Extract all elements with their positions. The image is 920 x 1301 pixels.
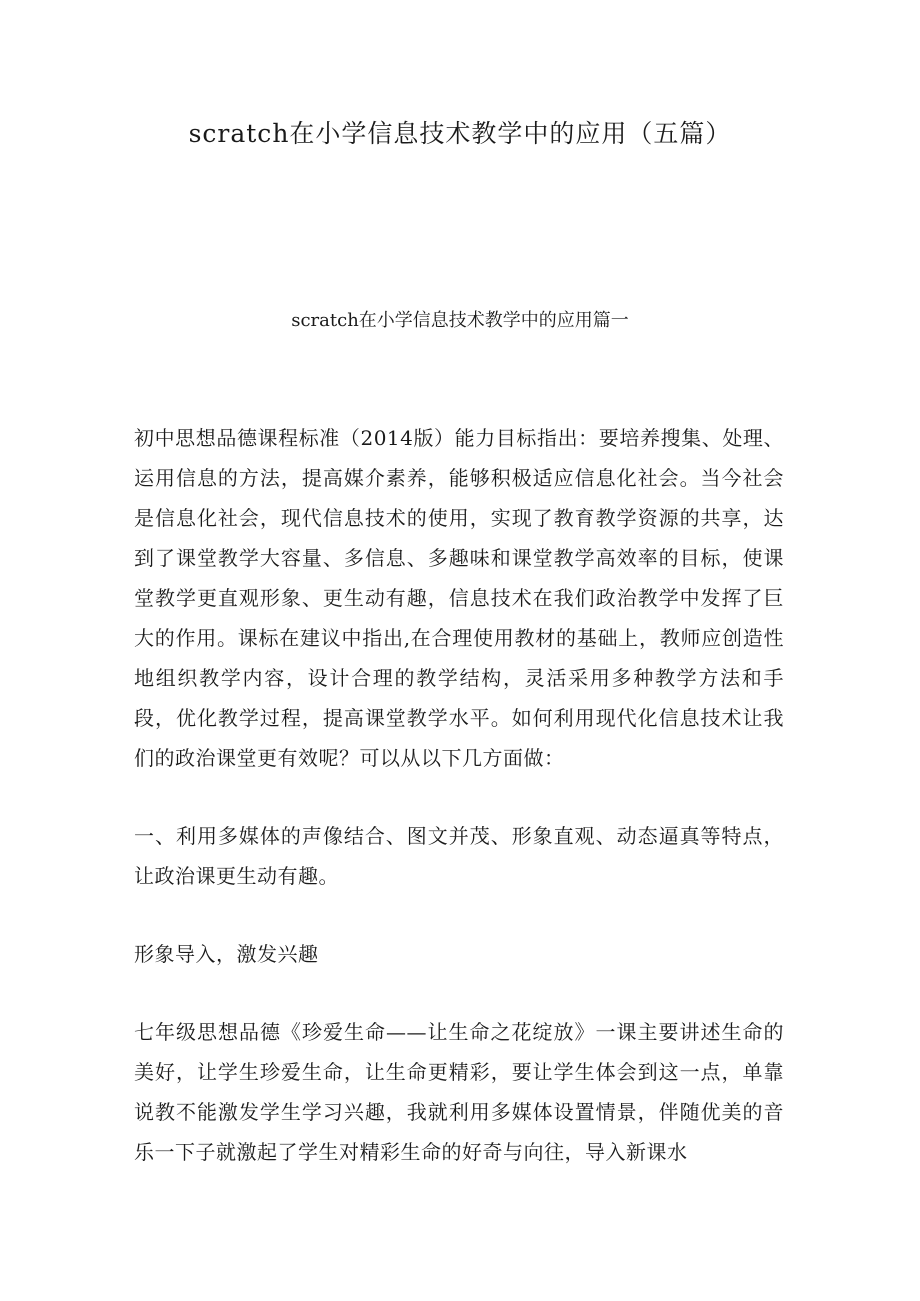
paragraph-intro: 初中思想品德课程标准（2014版）能力目标指出：要培养搜集、处理、运用信息的方法，提高媒介素养，能够积极适应信息化社会。当今社会是信息化社会，现代信息技术的使用，实现了教育教学资源的共享，达到了课堂教学大容量、多信息、多趣味和课堂教学高效率的目标，使课堂教学更直观形象、更生动有趣，信息技术在我们政治教学中发挥了巨大的作用。课标在建议中指出,在合理使用教材的基础上，教师应创造性地组织教学内容，设计合理的教学结构，灵活采用多种教学方法和手段，优化教学过程，提高课堂教学水平。如何利用现代化信息技术让我们的政治课堂更有效呢？可以从以下几方面做： xyxy=(134,426,784,770)
document-body xyxy=(134,418,784,1172)
section-title: scratch在小学信息技术教学中的应用篇一 xyxy=(291,310,629,331)
paragraph-point-one: 一、利用多媒体的声像结合、图文并茂、形象直观、动态逼真等特点，让政治课更生动有趣。 xyxy=(134,824,784,888)
document-title: scratch在小学信息技术教学中的应用（五篇） xyxy=(188,119,732,148)
paragraph-subheading: 形象导入，激发兴趣 xyxy=(134,942,319,966)
paragraph-example: 七年级思想品德《珍爱生命——让生命之花绽放》一课主要讲述生命的美好，让学生珍爱生命，让生命更精彩，要让学生体会到这一点，单靠说教不能激发学生学习兴趣，我就利用多媒体设置情景，伴随优美的音乐一下子就激起了学生对精彩生命的好奇与向往，导入新课水 xyxy=(134,1020,784,1164)
